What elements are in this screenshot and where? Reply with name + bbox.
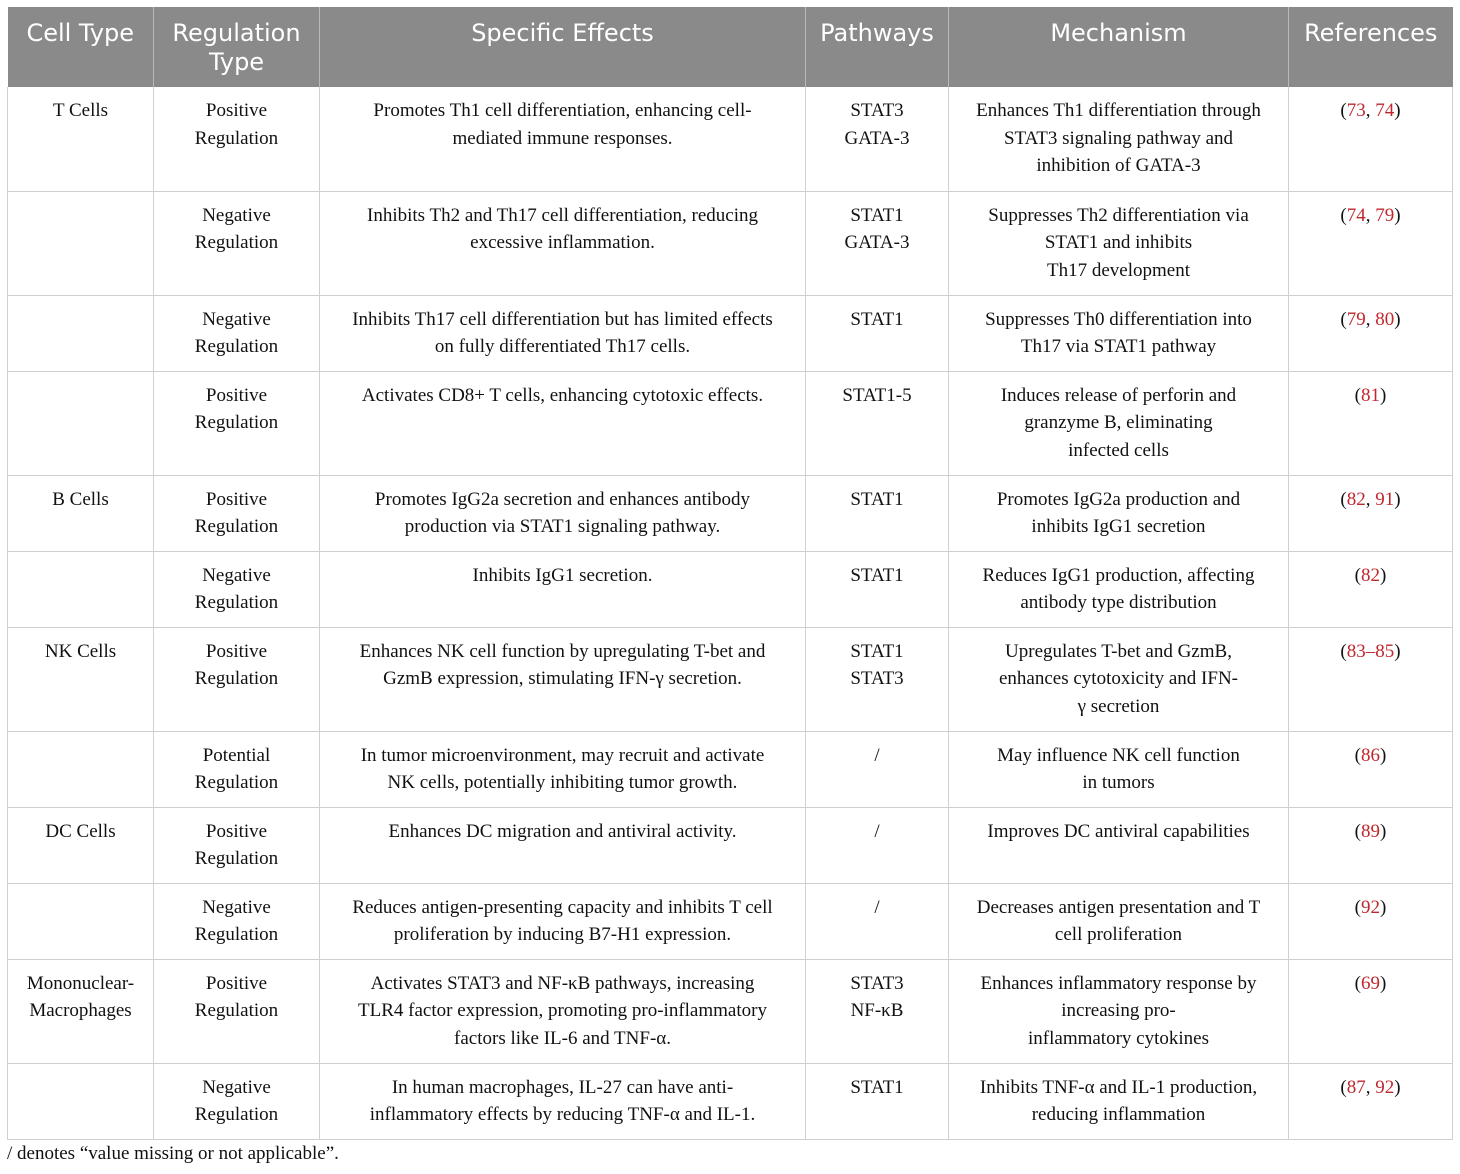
table-row: [8, 1063, 1453, 1139]
data-table-container: [7, 7, 1452, 1140]
regulation-type-cell: Positive Regulation: [154, 475, 320, 551]
reference-separator: ,: [1365, 1076, 1376, 1098]
reference-link[interactable]: 83: [1346, 640, 1366, 662]
mechanism-cell: Upregulates T-bet and GzmB, enhances cytotoxicity and IFN- γ secretion: [949, 627, 1289, 731]
table-row: [8, 295, 1453, 371]
specific-effects-cell: Activates STAT3 and NF-κB pathways, increasing TLR4 factor expression, promoting pro-inflammatory factors like IL-6 and TNF-α.: [320, 959, 806, 1063]
specific-effects-cell: Enhances DC migration and antiviral activity.: [320, 807, 806, 883]
reference-link[interactable]: 89: [1361, 820, 1380, 842]
header-references: References: [1289, 7, 1453, 87]
reference-link[interactable]: 91: [1375, 488, 1395, 510]
table-row: [8, 371, 1453, 475]
table-row: [8, 87, 1453, 191]
regulation-type-cell: Negative Regulation: [154, 551, 320, 627]
mechanism-cell: Suppresses Th0 differentiation into Th17 via STAT1 pathway: [949, 295, 1289, 371]
references-cell: (79, 80): [1289, 295, 1453, 371]
pathways-cell: STAT3 GATA-3: [806, 87, 949, 191]
specific-effects-cell: Inhibits Th2 and Th17 cell differentiation, reducing excessive inflammation.: [320, 191, 806, 295]
specific-effects-cell: Promotes Th1 cell differentiation, enhancing cell- mediated immune responses.: [320, 87, 806, 191]
specific-effects-cell: Enhances NK cell function by upregulating T-bet and GzmB expression, stimulating IFN-γ secretion.: [320, 627, 806, 731]
references-cell: (74, 79): [1289, 191, 1453, 295]
cell-type-cell: T Cells: [8, 87, 154, 191]
mechanism-cell: Promotes IgG2a production and inhibits IgG1 secretion: [949, 475, 1289, 551]
cell-type-cell: [8, 295, 154, 371]
references-cell: (73, 74): [1289, 87, 1453, 191]
table-row: [8, 551, 1453, 627]
regulation-type-cell: Positive Regulation: [154, 807, 320, 883]
table-row: [8, 807, 1453, 883]
reference-separator: ,: [1365, 488, 1376, 510]
cell-type-cell: [8, 1063, 154, 1139]
reference-link[interactable]: 87: [1346, 1076, 1366, 1098]
regulation-type-cell: Negative Regulation: [154, 295, 320, 371]
mechanism-cell: Decreases antigen presentation and T cell proliferation: [949, 883, 1289, 959]
cell-type-cell: [8, 731, 154, 807]
mechanism-cell: May influence NK cell function in tumors: [949, 731, 1289, 807]
mechanism-cell: Improves DC antiviral capabilities: [949, 807, 1289, 883]
cell-type-cell: [8, 551, 154, 627]
pathways-cell: STAT1: [806, 551, 949, 627]
reference-link[interactable]: 85: [1375, 640, 1395, 662]
reference-link[interactable]: 92: [1375, 1076, 1395, 1098]
reference-link[interactable]: 86: [1361, 744, 1380, 766]
regulation-type-cell: Positive Regulation: [154, 627, 320, 731]
reference-link[interactable]: 73: [1346, 100, 1366, 121]
regulation-type-cell: Negative Regulation: [154, 1063, 320, 1139]
references-cell: (82, 91): [1289, 475, 1453, 551]
references-cell: (86): [1289, 731, 1453, 807]
table-row: [8, 191, 1453, 295]
cell-type-cell: B Cells: [8, 475, 154, 551]
table-row: [8, 883, 1453, 959]
table-header-row: [8, 7, 1453, 87]
mechanism-cell: Reduces IgG1 production, affecting antibody type distribution: [949, 551, 1289, 627]
references-cell: (87, 92): [1289, 1063, 1453, 1139]
specific-effects-cell: Inhibits IgG1 secretion.: [320, 551, 806, 627]
reference-link[interactable]: 92: [1361, 896, 1380, 918]
references-cell: (92): [1289, 883, 1453, 959]
pathways-cell: STAT3 NF-κB: [806, 959, 949, 1063]
reference-link[interactable]: 81: [1361, 384, 1380, 406]
mechanism-cell: Induces release of perforin and granzyme B, eliminating infected cells: [949, 371, 1289, 475]
mechanism-cell: Inhibits TNF-α and IL-1 production, reducing inflammation: [949, 1063, 1289, 1139]
table-row: [8, 475, 1453, 551]
specific-effects-cell: Inhibits Th17 cell differentiation but has limited effects on fully differentiated Th17 cells.: [320, 295, 806, 371]
references-cell: (83–85): [1289, 627, 1453, 731]
pathways-cell: STAT1: [806, 475, 949, 551]
reference-separator: ,: [1365, 204, 1376, 226]
table-footnote: / denotes “value missing or not applicable”.: [7, 1143, 339, 1164]
table-row: [8, 731, 1453, 807]
mechanism-cell: Enhances Th1 differentiation through STAT3 signaling pathway and inhibition of GATA-3: [949, 87, 1289, 191]
table-row: [8, 627, 1453, 731]
header-mechanism: Mechanism: [949, 7, 1289, 87]
pathways-cell: STAT1-5: [806, 371, 949, 475]
reference-link[interactable]: 82: [1346, 488, 1366, 510]
pathways-cell: STAT1 STAT3: [806, 627, 949, 731]
references-cell: (82): [1289, 551, 1453, 627]
header-specific-effects: Specific Effects: [320, 7, 806, 87]
regulation-type-cell: Negative Regulation: [154, 191, 320, 295]
reference-link[interactable]: 82: [1361, 564, 1380, 586]
reference-separator: ,: [1365, 100, 1376, 121]
regulation-type-cell: Positive Regulation: [154, 87, 320, 191]
cell-type-cell: NK Cells: [8, 627, 154, 731]
cell-type-cell: Mononuclear- Macrophages: [8, 959, 154, 1063]
specific-effects-cell: Activates CD8+ T cells, enhancing cytotoxic effects.: [320, 371, 806, 475]
regulation-type-cell: Negative Regulation: [154, 883, 320, 959]
reference-link[interactable]: 74: [1375, 100, 1395, 121]
regulation-type-cell: Positive Regulation: [154, 959, 320, 1063]
reference-link[interactable]: 80: [1375, 308, 1395, 330]
specific-effects-cell: In tumor microenvironment, may recruit and activate NK cells, potentially inhibiting tumor growth.: [320, 731, 806, 807]
specific-effects-cell: In human macrophages, IL-27 can have anti- inflammatory effects by reducing TNF-α and IL-1.: [320, 1063, 806, 1139]
references-cell: (89): [1289, 807, 1453, 883]
header-cell-type: Cell Type: [8, 7, 154, 87]
pathways-cell: /: [806, 731, 949, 807]
reference-separator: –: [1365, 640, 1376, 662]
references-cell: (81): [1289, 371, 1453, 475]
specific-effects-cell: Promotes IgG2a secretion and enhances antibody production via STAT1 signaling pathway.: [320, 475, 806, 551]
specific-effects-cell: Reduces antigen-presenting capacity and inhibits T cell proliferation by inducing B7-H1 expression.: [320, 883, 806, 959]
cell-type-cell: DC Cells: [8, 807, 154, 883]
regulation-type-cell: Positive Regulation: [154, 371, 320, 475]
mechanism-cell: Suppresses Th2 differentiation via STAT1 and inhibits Th17 development: [949, 191, 1289, 295]
header-pathways: Pathways: [806, 7, 949, 87]
reference-link[interactable]: 69: [1361, 972, 1380, 994]
references-cell: (69): [1289, 959, 1453, 1063]
pathways-cell: STAT1 GATA-3: [806, 191, 949, 295]
mechanism-cell: Enhances inflammatory response by increasing pro- inflammatory cytokines: [949, 959, 1289, 1063]
cell-type-cell: [8, 883, 154, 959]
table-row: [8, 959, 1453, 1063]
header-regulation-type: Regulation Type: [154, 7, 320, 87]
regulation-type-cell: Potential Regulation: [154, 731, 320, 807]
cell-type-cell: [8, 371, 154, 475]
pathways-cell: STAT1: [806, 295, 949, 371]
reference-link[interactable]: 74: [1346, 204, 1366, 226]
immune-regulation-table: [7, 7, 1453, 1140]
reference-separator: ,: [1365, 308, 1376, 330]
pathways-cell: /: [806, 883, 949, 959]
reference-link[interactable]: 79: [1375, 204, 1395, 226]
reference-link[interactable]: 79: [1346, 308, 1366, 330]
cell-type-cell: [8, 191, 154, 295]
pathways-cell: STAT1: [806, 1063, 949, 1139]
pathways-cell: /: [806, 807, 949, 883]
